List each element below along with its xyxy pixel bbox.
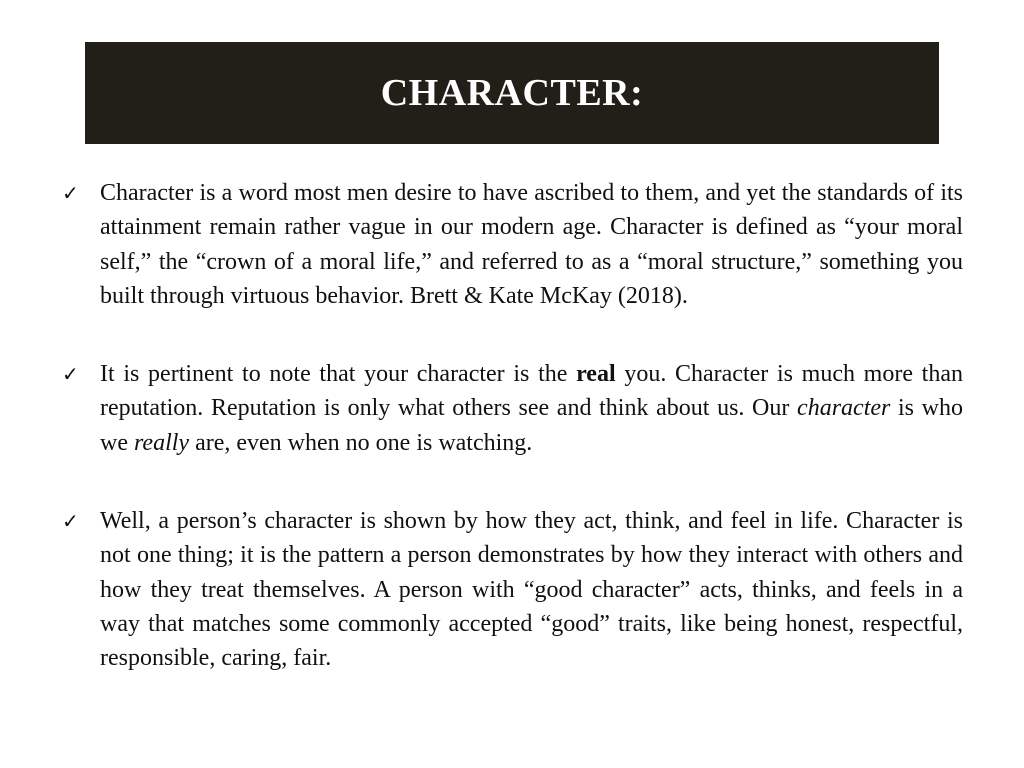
text-run: you. Character is much more than reputation. Reputation is only what others see and think about us. Our — [100, 361, 963, 422]
bullet-text — [100, 361, 963, 456]
page-title: CHARACTER: — [380, 72, 644, 114]
bullet-text — [100, 508, 963, 671]
check-icon: ✓ — [62, 362, 79, 387]
bullet-text — [100, 180, 963, 309]
check-icon: ✓ — [62, 509, 79, 534]
bullet-item — [62, 176, 963, 313]
text-run: are, even when no one is watching. — [189, 429, 533, 456]
text-run: Character is a word most men desire to have ascribed to them, and yet the standards of its attainment remain rather vague in our modern age. Character is defined as “your moral self,” the “crown of a moral life,” and referred to as a “moral structure,” something you built through virtuous behavior. Brett & Kate McKay (2018). — [100, 180, 963, 309]
bullet-list — [62, 176, 963, 676]
check-icon: ✓ — [62, 181, 79, 205]
emphasis-italic: character — [797, 395, 891, 422]
bullet-item — [62, 357, 963, 460]
title-bar — [85, 42, 939, 144]
text-run: It is pertinent to note that your character is the — [100, 361, 577, 388]
text-run: Well, a person’s character is shown by how they act, think, and feel in life. Character is not one thing; it is the pattern a person demonstrates by how they interact with others and how they treat themselves. A person with “good character” acts, thinks, and feels in a way that matches some commonly accepted “good” traits, like being honest, respectful, responsible, caring, fair. — [100, 508, 963, 672]
text-run: is who we — [100, 395, 964, 456]
bullet-item — [62, 504, 963, 675]
emphasis-bold: real — [576, 361, 616, 388]
emphasis-italic: really — [133, 429, 190, 456]
